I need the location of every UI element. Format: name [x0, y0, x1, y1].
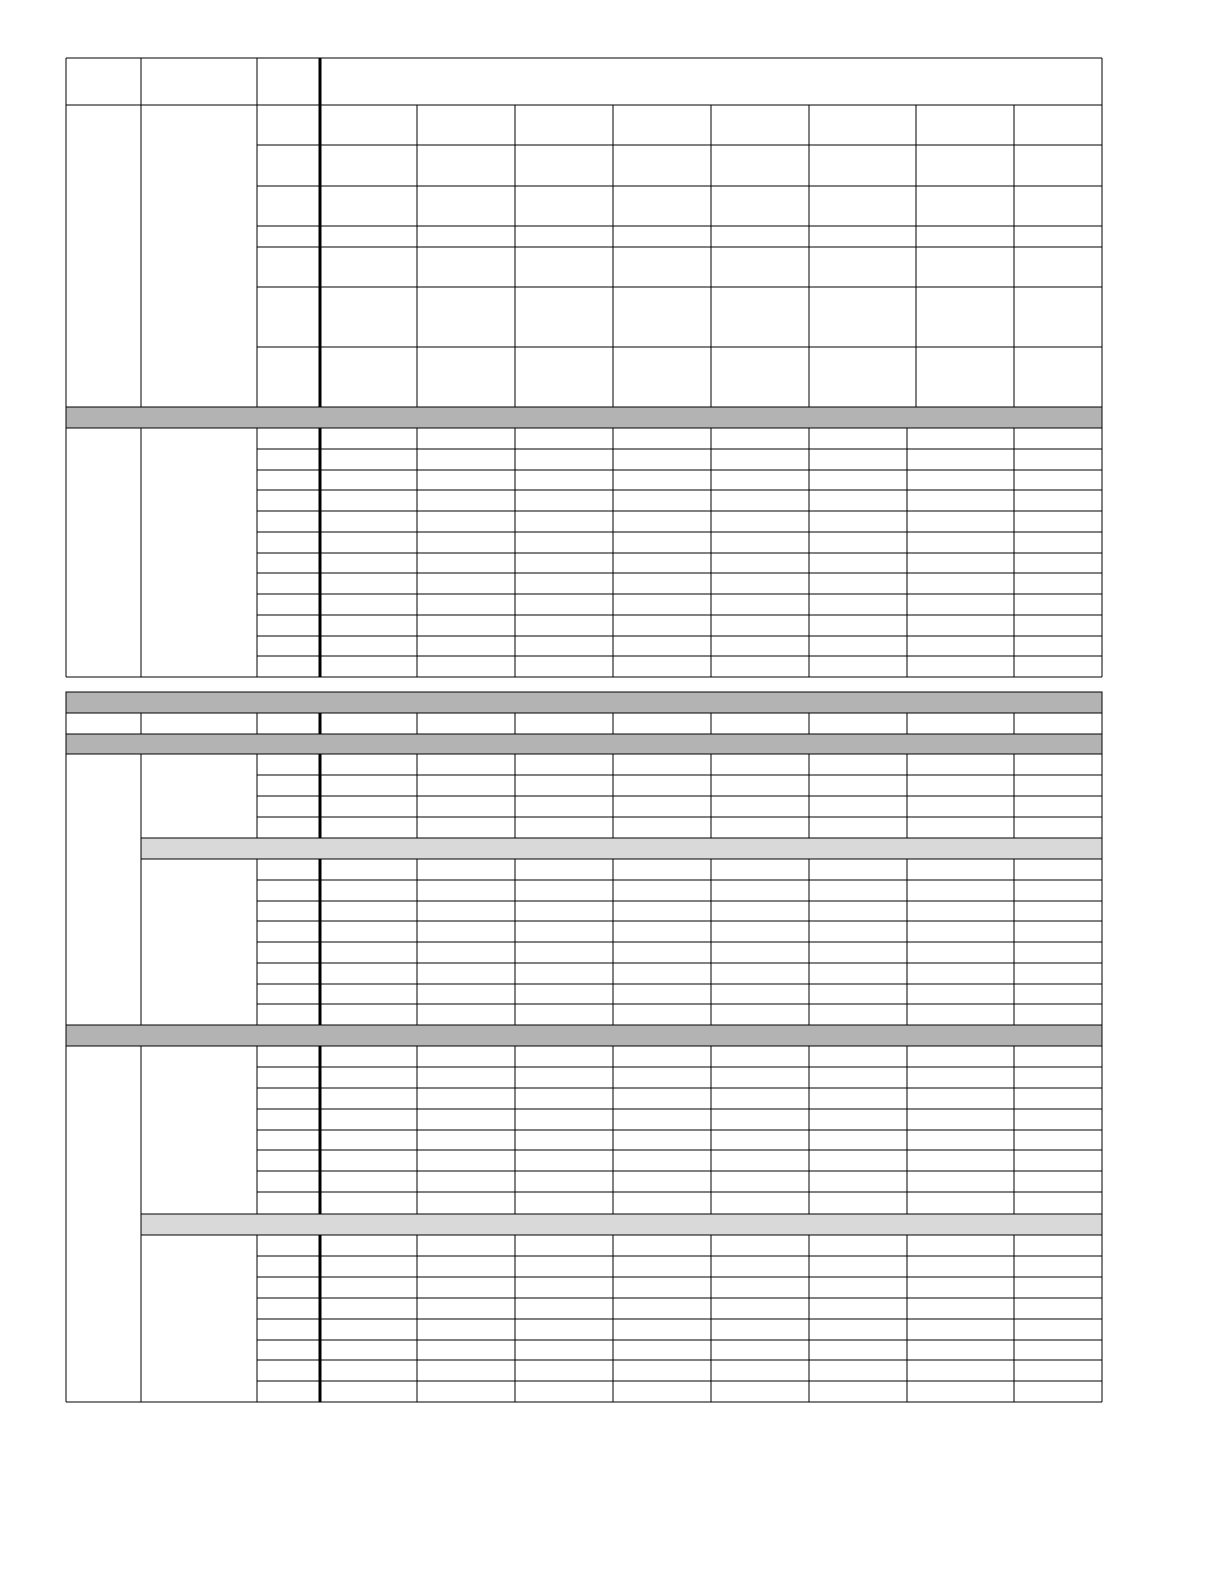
- header-row: [66, 58, 1102, 105]
- table-row: [257, 1340, 1102, 1360]
- table-row: [257, 921, 1102, 942]
- table-row: [257, 817, 1102, 838]
- table-row: [257, 532, 1102, 553]
- section-band: [66, 1025, 1102, 1046]
- table-row: [257, 428, 1102, 449]
- table-row: [257, 656, 1102, 677]
- upper-table: [66, 58, 1102, 677]
- table-row: [257, 1109, 1102, 1130]
- table-row: [257, 511, 1102, 532]
- table-row: [257, 636, 1102, 656]
- table-row: [257, 553, 1102, 573]
- table-row: [257, 1067, 1102, 1088]
- table-row: [257, 449, 1102, 470]
- lower-table: [66, 692, 1102, 1402]
- table-row: [257, 1381, 1102, 1402]
- section-band: [141, 1214, 1102, 1235]
- table-row: [257, 1360, 1102, 1381]
- table-row: [257, 1171, 1102, 1192]
- table-row: [257, 880, 1102, 901]
- table-row: [257, 1130, 1102, 1150]
- table-row: [257, 490, 1102, 511]
- section-band: [66, 734, 1102, 754]
- table-row: [257, 1277, 1102, 1298]
- table-row: [257, 1004, 1102, 1025]
- table-row: [257, 1235, 1102, 1256]
- table-row: [257, 984, 1102, 1004]
- table-row: [257, 796, 1102, 817]
- section-band: [66, 407, 1102, 428]
- table-row: [257, 594, 1102, 615]
- table-row: [257, 347, 1102, 407]
- table-row: [257, 1298, 1102, 1319]
- table-row: [257, 754, 1102, 775]
- table-row: [257, 1150, 1102, 1171]
- section-band: [66, 692, 1102, 713]
- column-header-row: [66, 713, 1102, 734]
- table-row: [257, 1256, 1102, 1277]
- table-row: [257, 1192, 1102, 1214]
- table-row: [257, 247, 1102, 287]
- table-row: [257, 226, 1102, 247]
- table-row: [257, 1046, 1102, 1067]
- table-row: [257, 1319, 1102, 1340]
- table-row: [257, 145, 1102, 186]
- table-row: [257, 1088, 1102, 1109]
- table-row: [257, 573, 1102, 594]
- table-row: [257, 942, 1102, 963]
- table-row: [257, 287, 1102, 347]
- table-row: [257, 775, 1102, 796]
- table-row: [257, 186, 1102, 226]
- table-row: [257, 901, 1102, 921]
- table-row: [257, 105, 1102, 145]
- table-row: [257, 859, 1102, 880]
- table-row: [257, 963, 1102, 984]
- table-row: [257, 615, 1102, 636]
- table-row: [257, 470, 1102, 490]
- section-band: [141, 838, 1102, 859]
